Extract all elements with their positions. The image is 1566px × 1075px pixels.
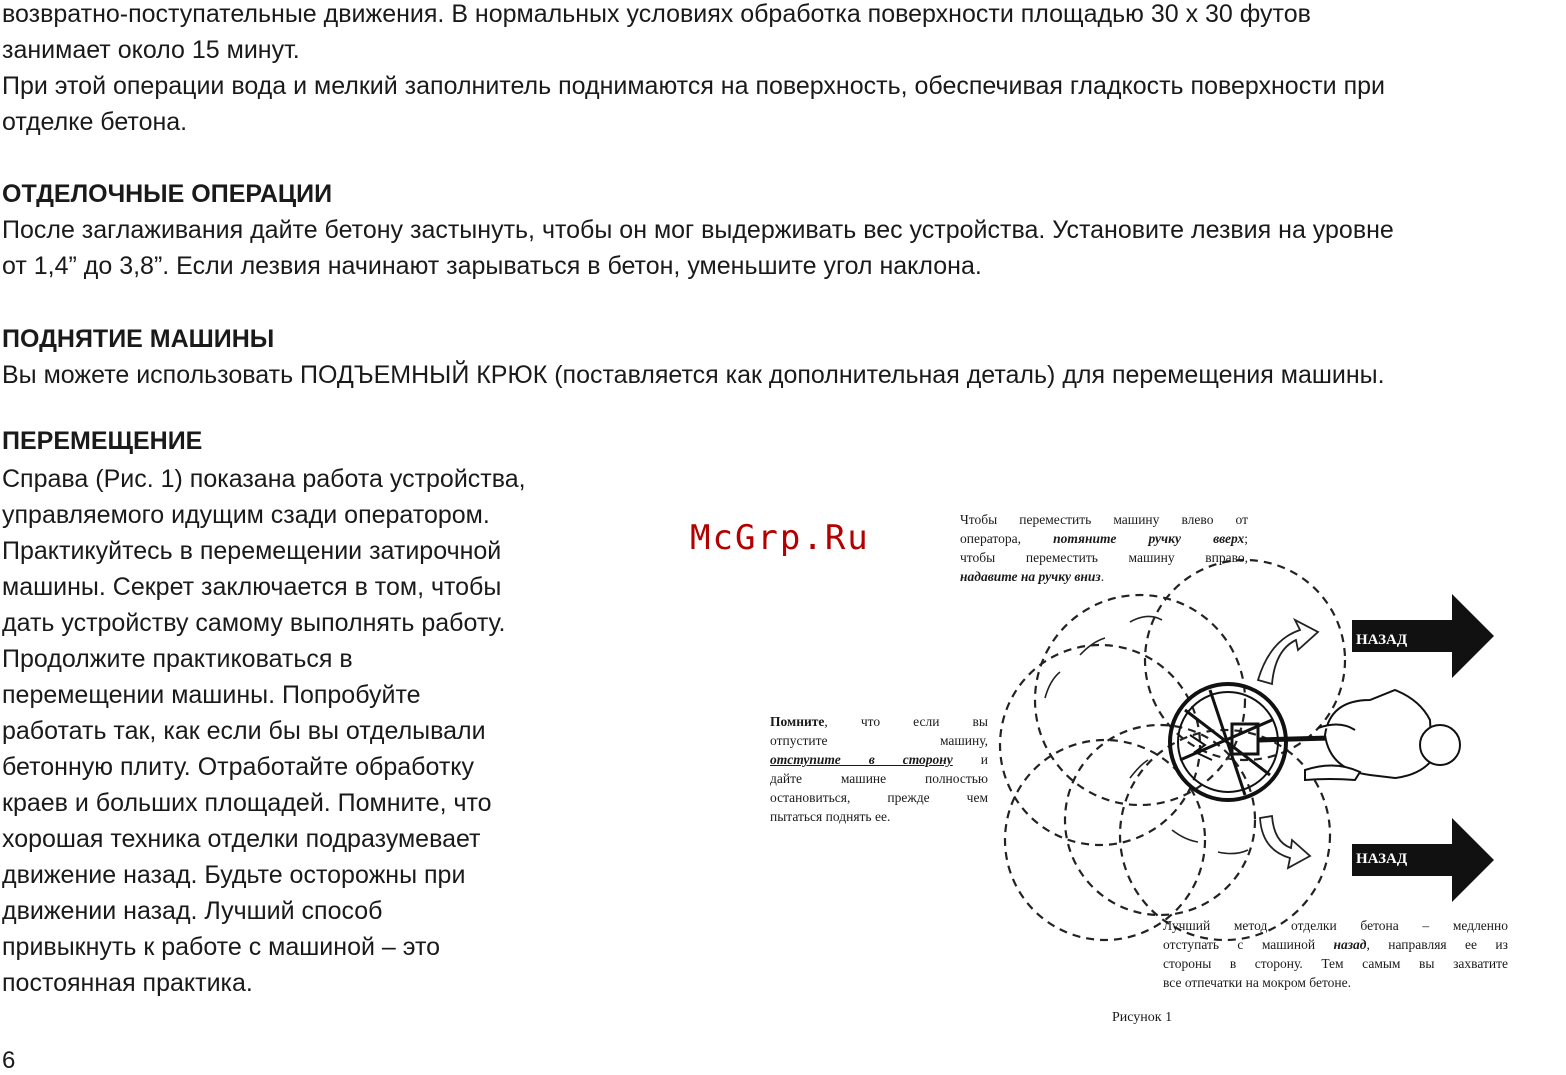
curved-arrow-icon — [1258, 620, 1318, 684]
intro-line-1: возвратно-поступательные движения. В нормальных условиях обработка поверхности площадью 30 х 30 футов — [2, 0, 1311, 28]
top-note-line: оператора, потяните ручку вверх; — [960, 531, 1248, 546]
finishing-line-2: от 1,4” до 3,8”. Если лезвия начинают зарываться в бетон, уменьшите угол наклона. — [2, 252, 982, 280]
moving-line: дать устройству самому выполнять работу. — [2, 609, 506, 637]
path-circle — [1120, 730, 1330, 940]
moving-line: работать так, как если бы вы отделывали — [2, 717, 486, 745]
intro-line-3: При этой операции вода и мелкий заполнитель поднимаются на поверхность, обеспечивая гладкость поверхности при — [2, 72, 1385, 100]
bottom-note-line: отступать с машиной назад, направляя ее из — [1163, 937, 1508, 952]
lifting-heading: ПОДНЯТИЕ МАШИНЫ — [2, 325, 275, 353]
top-note-line: чтобы переместить машину вправо, — [960, 550, 1248, 565]
curved-arrow-icon — [1260, 816, 1310, 868]
moving-line: Практикуйтесь в перемещении затирочной — [2, 537, 502, 565]
left-note-line: дайте машине полностью — [770, 771, 988, 786]
moving-line: движение назад. Будьте осторожны при — [2, 861, 466, 889]
moving-line: бетонную плиту. Отработайте обработку — [2, 753, 475, 781]
moving-line: Справа (Рис. 1) показана работа устройства, — [2, 465, 526, 493]
bottom-note-line: Лучший метод отделки бетона – медленно — [1163, 918, 1508, 933]
double-arrow-icon — [1218, 850, 1248, 854]
moving-line: постоянная практика. — [2, 969, 253, 997]
figure-top-note — [960, 510, 1248, 586]
watermark: McGrp.Ru — [690, 518, 870, 558]
finishing-line-1: После заглаживания дайте бетону застынуть, чтобы он мог выдерживать вес устройства. Установите лезвия на уровне — [2, 216, 1394, 244]
top-note-line: Чтобы переместить машину влево от — [960, 512, 1248, 527]
figure-left-note — [770, 712, 988, 826]
top-note-line: надавите на ручку вниз. — [960, 569, 1105, 584]
moving-line: Продолжите практиковаться в — [2, 645, 353, 673]
path-circle — [1145, 560, 1345, 760]
left-note-line: Помните, что если вы — [770, 714, 988, 729]
left-note-line: отступите в сторону и — [770, 752, 988, 767]
moving-line: привыкнуть к работе с машиной – это — [2, 933, 441, 961]
left-note-line: пытаться поднять ее. — [770, 809, 891, 824]
moving-line: движении назад. Лучший способ — [2, 897, 383, 925]
finishing-heading: ОТДЕЛОЧНЫЕ ОПЕРАЦИИ — [2, 180, 333, 208]
double-arrow-icon — [1172, 830, 1198, 842]
lifting-line-1: Вы можете использовать ПОДЪЕМНЫЙ КРЮК (поставляется как дополнительная деталь) для перемещения машины. — [2, 361, 1385, 389]
left-note-line: отпустите машину, — [770, 733, 988, 748]
bottom-note-line: стороны в сторону. Тем самым вы захватите — [1163, 956, 1508, 971]
operator-icon — [1305, 690, 1460, 780]
moving-line: управляемого идущим сзади оператором. — [2, 501, 490, 529]
moving-line: хорошая техника отделки подразумевает — [2, 825, 481, 853]
page-number: 6 — [2, 1047, 16, 1074]
left-note-line: остановиться, прежде чем — [770, 790, 988, 805]
arrow-label-back: НАЗАД — [1356, 851, 1408, 867]
intro-line-4: отделке бетона. — [2, 108, 188, 136]
moving-line: машины. Секрет заключается в том, чтобы — [2, 573, 502, 601]
intro-line-2: занимает около 15 минут. — [2, 36, 300, 64]
arrow-label-back: НАЗАД — [1356, 632, 1408, 648]
figure-bottom-note — [1163, 916, 1508, 992]
moving-line: перемещении машины. Попробуйте — [2, 681, 421, 709]
double-arrow-icon — [1130, 616, 1162, 622]
figure-caption: Рисунок 1 — [1112, 1010, 1173, 1025]
double-arrow-icon — [1045, 672, 1060, 698]
moving-line: краев и больших площадей. Помните, что — [2, 789, 492, 817]
trowel-machine-icon — [1170, 684, 1330, 800]
bottom-note-line: все отпечатки на мокром бетоне. — [1163, 975, 1352, 990]
moving-heading: ПЕРЕМЕЩЕНИЕ — [2, 427, 203, 455]
